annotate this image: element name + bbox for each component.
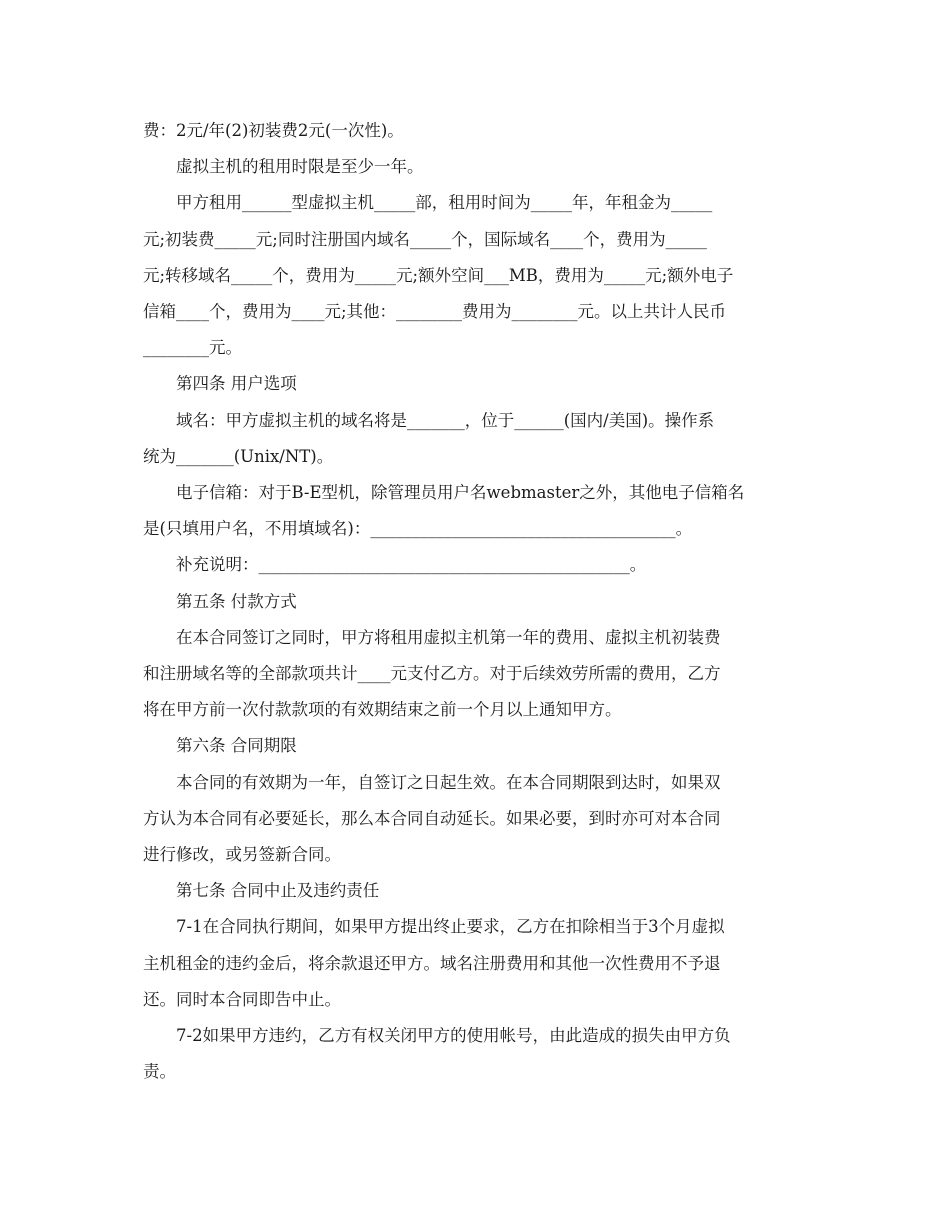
text-line: 信箱____个，费用为____元;其他：________费用为________元。以上共计人民币 [143, 302, 727, 322]
text-line: 主机租金的违约金后，将余款退还甲方。域名注册费用和其他一次性费用不予退 [143, 953, 721, 973]
text-line: 费：2元/年(2)初装费2元(一次性)。 [143, 121, 404, 140]
document-page [143, 113, 813, 1090]
section-heading: 第七条 合同中止及违约责任 [176, 881, 380, 901]
text-line: 7-1在合同执行期间，如果甲方提出终止要求，乙方在扣除相当于3个月虚拟 [176, 917, 725, 937]
section-heading: 第四条 用户选项 [176, 374, 297, 394]
text-line: 将在甲方前一次付款款项的有效期结束之前一个月以上通知甲方。 [143, 700, 622, 720]
text-line: 元;初装费_____元;同时注册国内域名_____个，国际域名____个，费用为_____ [143, 229, 707, 249]
text-line: 甲方租用______型虚拟主机_____部，租用时间为_____年，年租金为_____ [176, 193, 713, 213]
text-line: 和注册域名等的全部款项共计____元支付乙方。对于后续效劳所需的费用，乙方 [143, 664, 721, 684]
text-line: 电子信箱：对于B-E型机，除管理员用户名webmaster之外，其他电子信箱名 [176, 483, 745, 503]
text-line: 虚拟主机的租用时限是至少一年。 [176, 157, 424, 177]
text-line: 在本合同签订之同时，甲方将租用虚拟主机第一年的费用、虚拟主机初装费 [176, 627, 721, 647]
text-line: 域名：甲方虚拟主机的域名将是_______，位于______(国内/美国)。操作系 [176, 410, 715, 430]
text-line: 本合同的有效期为一年，自签订之日起生效。在本合同期限到达时，如果双 [176, 772, 721, 792]
text-line: 补充说明：_____________________________________________。 [176, 555, 647, 575]
text-line: 7-2如果甲方违约，乙方有权关闭甲方的使用帐号，由此造成的损失由甲方负 [176, 1026, 731, 1046]
text-line: 方认为本合同有必要延长，那么本合同自动延长。如果必要，到时亦可对本合同 [143, 808, 721, 828]
text-line: 还。同时本合同即告中止。 [143, 989, 341, 1009]
section-heading: 第五条 付款方式 [176, 591, 297, 611]
text-line: ________元。 [143, 338, 242, 358]
text-line: 进行修改，或另签新合同。 [143, 845, 341, 865]
text-line: 统为_______(Unix/NT)。 [143, 446, 334, 466]
text-line: 是(只填用户名，不用填域名)：_____________________________________。 [143, 519, 693, 539]
section-heading: 第六条 合同期限 [176, 736, 297, 756]
text-line: 责。 [143, 1062, 176, 1082]
text-line: 元;转移域名_____个，费用为_____元;额外空间___MB，费用为_____元;额外电子 [143, 265, 734, 285]
